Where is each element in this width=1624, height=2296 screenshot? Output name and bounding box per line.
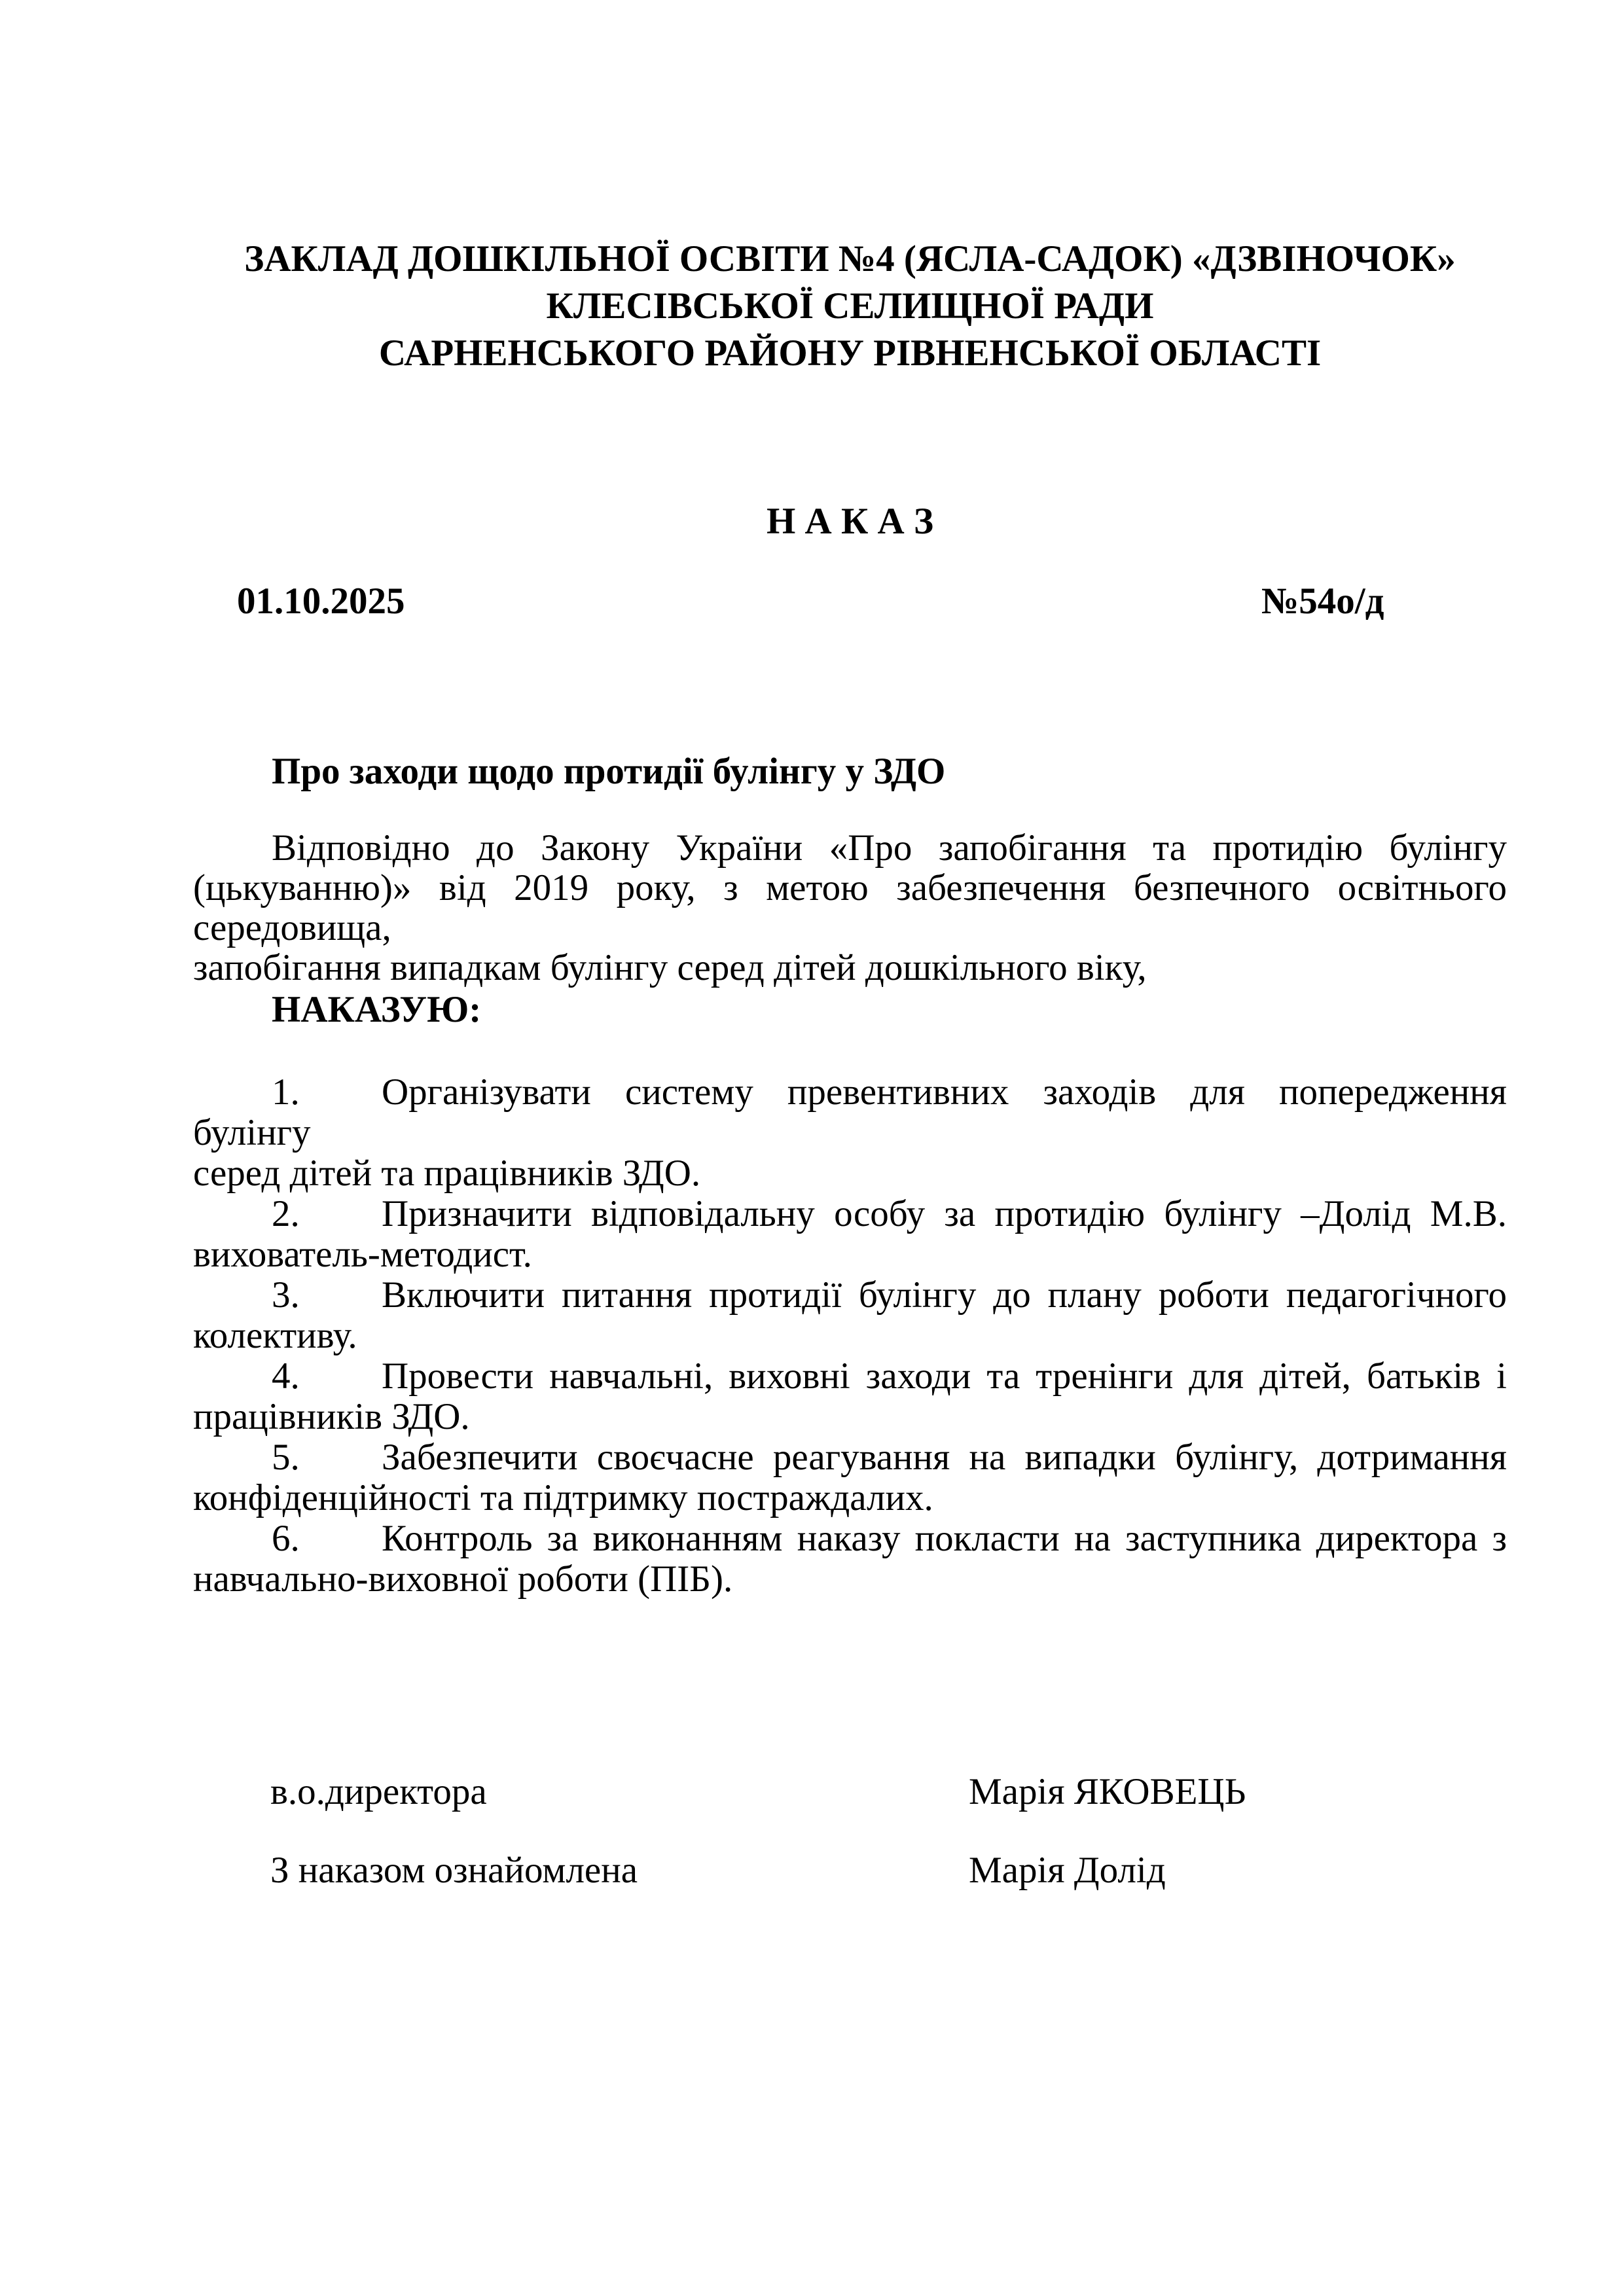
- order-item-1-text: Організувати систему превентивних заходів для попередження булінгу: [193, 1071, 1507, 1153]
- order-item-2-text: Призначити відповідальну особу за протидію булінгу –Долід М.В.: [382, 1193, 1507, 1234]
- doc-date: 01.10.2025: [237, 581, 405, 622]
- signature-title: в.о.директора: [270, 1771, 487, 1812]
- doc-meta-row: [193, 581, 1507, 621]
- order-item-6-number: 6.: [272, 1518, 300, 1559]
- preamble: [193, 828, 1507, 988]
- order-item-5-line-1: [193, 1437, 1507, 1478]
- org-name-line-1: ЗАКЛАД ДОШКІЛЬНОЇ ОСВІТИ №4 (ЯСЛА-САДОК) «ДЗВІНОЧОК»: [244, 238, 1456, 279]
- order-item-4-number: 4.: [272, 1355, 300, 1397]
- order-item-3-text: Включити питання протидії булінгу до плану роботи педагогічного: [382, 1274, 1507, 1316]
- order-label: НАКАЗУЮ:: [272, 989, 482, 1030]
- order-item-3-line-1: [193, 1275, 1507, 1316]
- order-item-2-number: 2.: [272, 1193, 300, 1234]
- order-items: [193, 1072, 1507, 1600]
- order-item-2-line-1: [193, 1194, 1507, 1234]
- doc-number: №54о/д: [1261, 581, 1384, 622]
- org-header: [193, 236, 1507, 377]
- preamble-line-1: Відповідно до Закону України «Про запобігання та протидію булінгу: [272, 827, 1507, 869]
- signature-row-acknowledged: [193, 1850, 1507, 1890]
- org-name-line-3: САРНЕНСЬКОГО РАЙОНУ РІВНЕНСЬКОЇ ОБЛАСТІ: [378, 332, 1322, 374]
- order-item-6-line-2: навчально-виховної роботи (ПІБ).: [193, 1558, 733, 1600]
- doc-subject: Про заходи щодо протидії булінгу у ЗДО: [272, 751, 946, 792]
- order-item-3-number: 3.: [272, 1274, 300, 1316]
- order-item-1-line-1: [193, 1072, 1507, 1153]
- acknowledgement-label: З наказом ознайомлена: [270, 1850, 638, 1891]
- order-item-1-line-2: серед дітей та працівників ЗДО.: [193, 1153, 701, 1194]
- order-item-4-text: Провести навчальні, виховні заходи та тренінги для дітей, батьків і: [382, 1355, 1507, 1397]
- order-item-6-line-1: [193, 1518, 1507, 1559]
- preamble-line-2: (цькуванню)» від 2019 року, з метою забезпечення безпечного освітнього середовища,: [193, 867, 1507, 948]
- signature-name: Марія ЯКОВЕЦЬ: [969, 1771, 1246, 1812]
- order-item-3-line-2: колективу.: [193, 1315, 357, 1356]
- order-item-4-line-2: працівників ЗДО.: [193, 1396, 470, 1437]
- order-item-4-line-1: [193, 1356, 1507, 1397]
- order-item-5-text: Забезпечити своєчасне реагування на випадки булінгу, дотримання: [382, 1437, 1507, 1478]
- order-item-6-text: Контроль за виконанням наказу покласти на заступника директора з: [382, 1518, 1507, 1559]
- document-type-title: Н А К А З: [766, 501, 934, 542]
- org-name-line-2: КЛЕСІВСЬКОЇ СЕЛИЩНОЇ РАДИ: [546, 285, 1154, 327]
- order-item-5-number: 5.: [272, 1437, 300, 1478]
- order-item-5-line-2: конфіденційності та підтримку постраждалих.: [193, 1477, 933, 1518]
- preamble-line-3: запобігання випадкам булінгу серед дітей дошкільного віку,: [193, 947, 1147, 988]
- order-item-2-line-2: вихователь-методист.: [193, 1234, 532, 1275]
- signature-row-director: [193, 1772, 1507, 1812]
- acknowledgement-name: Марія Долід: [969, 1850, 1166, 1891]
- order-item-1-number: 1.: [272, 1071, 300, 1113]
